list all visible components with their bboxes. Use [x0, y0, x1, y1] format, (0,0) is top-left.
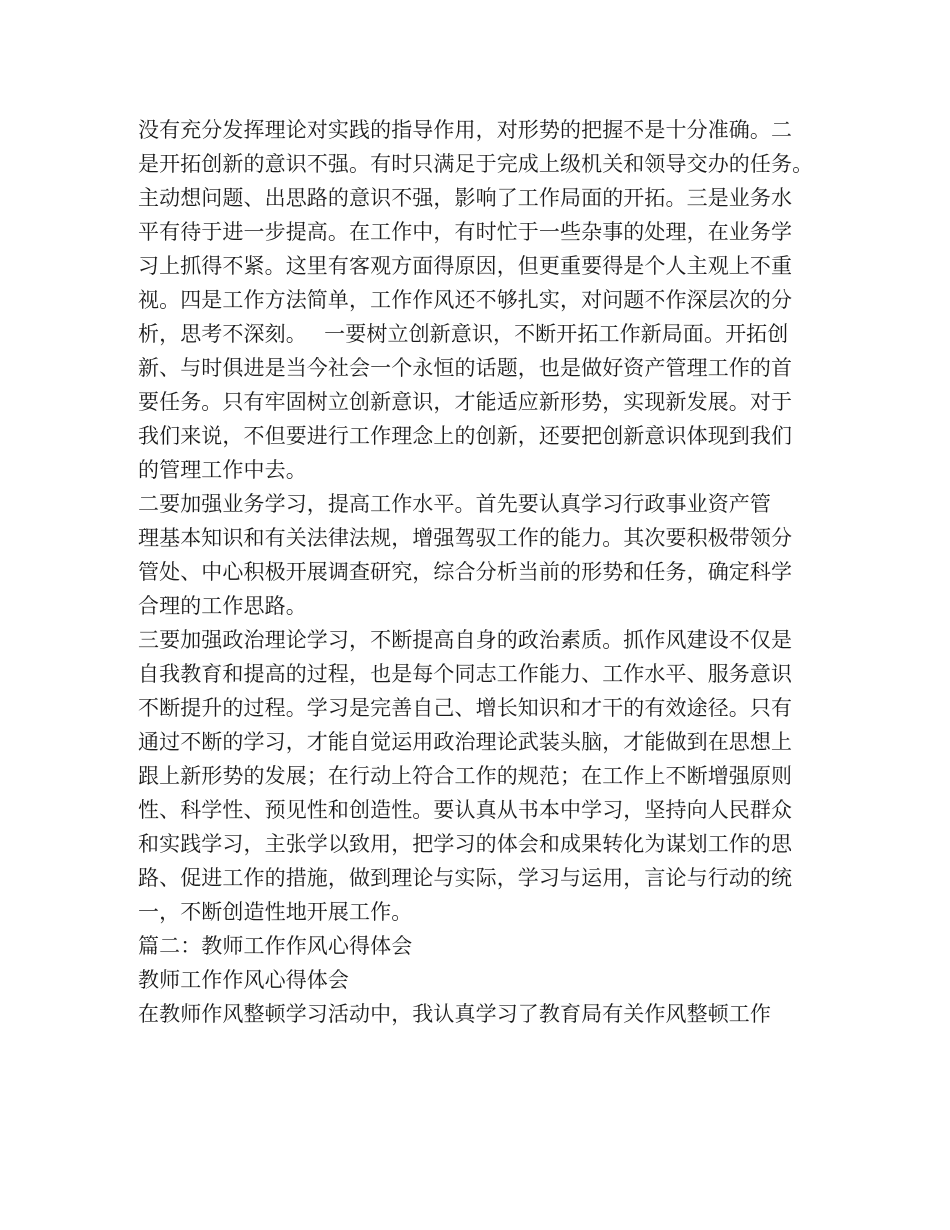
text-line: 性、科学性、预见性和创造性。要认真从书本中学习，坚持向人民群众	[138, 798, 793, 822]
text-line: 新、与时俱进是当今社会一个永恒的话题，也是做好资产管理工作的首	[138, 356, 793, 380]
text-line: 理基本知识和有关法律法规，增强驾驭工作的能力。其次要积极带领分	[138, 526, 793, 550]
text-line: 没有充分发挥理论对实践的指导作用，对形势的把握不是十分准确。二	[138, 118, 793, 142]
text-line: 是开拓创新的意识不强。有时只满足于完成上级机关和领导交办的任务。	[138, 152, 814, 176]
text-line: 不断提升的过程。学习是完善自己、增长知识和才干的有效途径。只有	[138, 696, 793, 720]
text-line: 合理的工作思路。	[138, 594, 307, 618]
text-line: 要任务。只有牢固树立创新意识，才能适应新形势，实现新发展。对于	[138, 390, 793, 414]
text-line: 通过不断的学习，才能自觉运用政治理论武装头脑，才能做到在思想上	[138, 730, 793, 754]
text-line: 析，思考不深刻。 一要树立创新意识，不断开拓工作新局面。开拓创	[138, 322, 789, 346]
text-line: 习上抓得不紧。这里有客观方面得原因，但更重要得是个人主观上不重	[138, 254, 793, 278]
text-line: 的管理工作中去。	[138, 458, 307, 482]
text-line: 视。四是工作方法简单，工作作风还不够扎实，对问题不作深层次的分	[138, 288, 793, 312]
text-line: 自我教育和提高的过程，也是每个同志工作能力、工作水平、服务意识	[138, 662, 793, 686]
text-line: 和实践学习，主张学以致用，把学习的体会和成果转化为谋划工作的思	[138, 832, 793, 856]
text-line: 在教师作风整顿学习活动中，我认真学习了教育局有关作风整顿工作	[138, 1002, 771, 1026]
text-line: 主动想问题、出思路的意识不强，影响了工作局面的开拓。三是业务水	[138, 186, 793, 210]
text-line: 我们来说，不但要进行工作理念上的创新，还要把创新意识体现到我们	[138, 424, 793, 448]
text-line: 跟上新形势的发展；在行动上符合工作的规范；在工作上不断增强原则	[138, 764, 793, 788]
text-line: 三要加强政治理论学习，不断提高自身的政治素质。抓作风建设不仅是	[138, 628, 793, 652]
text-line: 路、促进工作的措施，做到理论与实际，学习与运用，言论与行动的统	[138, 866, 793, 890]
text-line: 二要加强业务学习，提高工作水平。首先要认真学习行政事业资产管	[138, 492, 771, 516]
text-line: 平有待于进一步提高。在工作中，有时忙于一些杂事的处理，在业务学	[138, 220, 793, 244]
text-line: 一，不断创造性地开展工作。	[138, 900, 413, 924]
section-title: 教师工作作风心得体会	[138, 968, 349, 992]
section-heading: 篇二：教师工作作风心得体会	[138, 934, 413, 958]
text-line: 管处、中心积极开展调查研究，综合分析当前的形势和任务，确定科学	[138, 560, 793, 584]
